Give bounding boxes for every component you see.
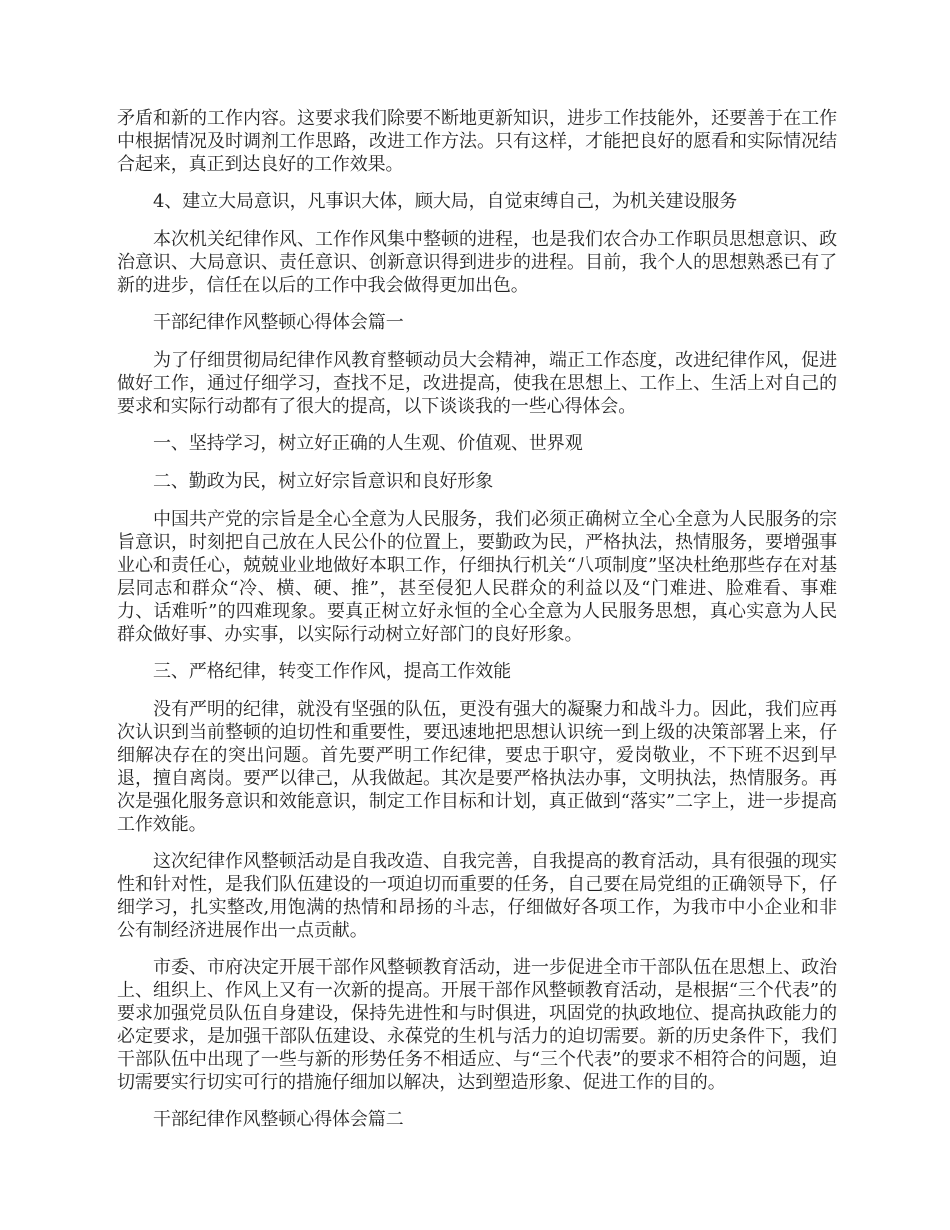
document-page xyxy=(117,107,837,1146)
paragraph: 本次机关纪律作风、工作作风集中整顿的进程，也是我们农合办工作职员思想意识、政治意识、大局意识、责任意识、创新意识得到进步的进程。目前，我个人的思想熟悉已有了新的进步，信任在以后的工作中我会做得更加出色。 xyxy=(117,229,837,296)
article-title-part-2: 干部纪律作风整顿心得体会篇二 xyxy=(153,1109,404,1130)
article-title-part-1: 干部纪律作风整顿心得体会篇一 xyxy=(153,312,404,333)
section-heading-1: 一、坚持学习，树立好正确的人生观、价值观、世界观 xyxy=(153,433,583,454)
paragraph: 没有严明的纪律，就没有坚强的队伍，更没有强大的凝聚力和战斗力。因此，我们应再次认识到当前整顿的迫切性和重要性，要迅速地把思想认识统一到上级的决策部署上来，仔细解决存在的突出问题。首先要严明工作纪律，要忠于职守，爱岗敬业，不下班不迟到早退，擅自离岗。要严以律己，从我做起。其次是要严格执法办事，文明执法，热情服务。再次是强化服务意识和效能意识，制定工作目标和计划，真正做到“落实”二字上，进一步提高工作效能。 xyxy=(117,699,837,835)
paragraph: 这次纪律作风整顿活动是自我改造、自我完善，自我提高的教育活动，具有很强的现实性和针对性，是我们队伍建设的一项迫切而重要的任务，自己要在局党组的正确领导下，仔细学习，扎实整改,用饱满的热情和昂扬的斗志，仔细做好各项工作，为我市中小企业和非公有制经济进展作出一点贡献。 xyxy=(117,851,837,941)
paragraph: 中国共产党的宗旨是全心全意为人民服务，我们必须正确树立全心全意为人民服务的宗旨意识，时刻把自己放在人民公仆的位置上，要勤政为民，严格执法，热情服务，要增强事业心和责任心，兢兢业业地做好本职工作，仔细执行机关“八项制度”坚决杜绝那些存在对基层同志和群众“冷、横、硬、推”，甚至侵犯人民群众的利益以及“门难进、脸难看、事难力、话难听”的四难现象。要真正树立好永恒的全心全意为人民服务思想，真心实意为人民群众做好事、办实事，以实际行动树立好部门的良好形象。 xyxy=(117,509,837,645)
paragraph-continuation: 矛盾和新的工作内容。这要求我们除要不断地更新知识，进步工作技能外，还要善于在工作中根据情况及时调剂工作思路，改进工作方法。只有这样，才能把良好的愿看和实际情况结合起来，真正到达良好的工作效果。 xyxy=(117,108,837,175)
paragraph: 为了仔细贯彻局纪律作风教育整顿动员大会精神，端正工作态度，改进纪律作风，促进做好工作，通过仔细学习，查找不足，改进提高，使我在思想上、工作上、生活上对自己的要求和实际行动都有了很大的提高，以下谈谈我的一些心得体会。 xyxy=(117,350,837,417)
section-heading-3: 三、严格纪律，转变工作作风，提高工作效能 xyxy=(153,661,511,682)
section-heading-2: 二、勤政为民，树立好宗旨意识和良好形象 xyxy=(153,471,494,492)
paragraph: 市委、市府决定开展干部作风整顿教育活动，进一步促进全市干部队伍在思想上、政治上、组织上、作风上又有一次新的提高。开展干部作风整顿教育活动，是根据“三个代表”的要求加强党员队伍自身建设，保持先进性和与时俱进，巩固党的执政地位、提高执政能力的必定要求，是加强干部队伍建设、永葆党的生机与活力的迫切需要。新的历史条件下，我们干部队伍中出现了一些与新的形势任务不相适应、与“三个代表”的要求不相符合的问题，迫切需要实行切实可行的措施仔细加以解决，达到塑造形象、促进工作的目的。 xyxy=(117,957,837,1093)
section-heading-4: 4、建立大局意识，凡事识大体，顾大局，自觉束缚自己，为机关建设服务 xyxy=(153,191,738,212)
